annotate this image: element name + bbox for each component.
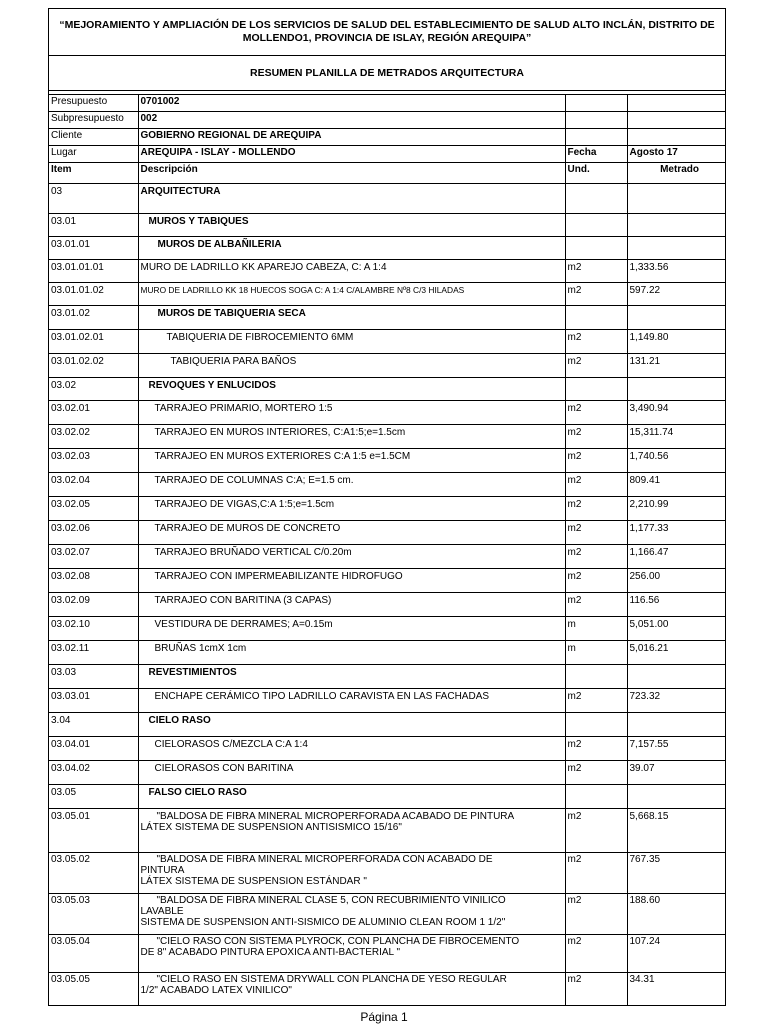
item-metrado: 767.35 [627, 853, 725, 894]
item-description: TARRAJEO EN MUROS EXTERIORES C:A 1:5 e=1.5CM [138, 449, 565, 473]
item-description [138, 894, 565, 935]
description-line: SISTEMA DE SUSPENSION ANTI-SISMICO DE ALUMINIO CLEAN ROOM 1 1/2" [140, 917, 506, 928]
table-row [49, 497, 725, 521]
item-unit: m2 [565, 545, 627, 569]
item-description: CIELO RASO [138, 713, 565, 737]
item-description: TARRAJEO PRIMARIO, MORTERO 1:5 [138, 401, 565, 425]
item-code: 03.02.04 [49, 473, 138, 497]
fecha-value: Agosto 17 [627, 146, 725, 163]
table-row [49, 401, 725, 425]
item-description: REVESTIMIENTOS [138, 665, 565, 689]
item-description: TABIQUERIA PARA BAÑOS [138, 354, 565, 378]
item-metrado: 1,177.33 [627, 521, 725, 545]
description-line: DE 8" ACABADO PINTURA EPOXICA ANTI-BACTERIAL " [140, 947, 401, 958]
item-description: TARRAJEO EN MUROS INTERIORES, C:A1:5;e=1.5cm [138, 425, 565, 449]
table-row [49, 894, 725, 935]
item-metrado [627, 237, 725, 260]
item-unit: m2 [565, 521, 627, 545]
item-metrado: 7,157.55 [627, 737, 725, 761]
item-code: 03.02.08 [49, 569, 138, 593]
item-code: 03.02.03 [49, 449, 138, 473]
item-code: 03.02.05 [49, 497, 138, 521]
table-row [49, 737, 725, 761]
table-row [49, 378, 725, 401]
empty-cell [627, 112, 725, 129]
item-unit [565, 237, 627, 260]
item-unit: m2 [565, 761, 627, 785]
item-description: CIELORASOS C/MEZCLA C:A 1:4 [138, 737, 565, 761]
item-metrado: 3,490.94 [627, 401, 725, 425]
item-metrado: 116.56 [627, 593, 725, 617]
item-unit: m2 [565, 449, 627, 473]
item-unit: m2 [565, 894, 627, 935]
item-unit: m2 [565, 283, 627, 306]
item-metrado: 188.60 [627, 894, 725, 935]
item-code: 03.01.01.01 [49, 260, 138, 283]
cliente-label: Cliente [49, 129, 138, 146]
info-row-lugar [49, 146, 725, 163]
item-code: 3.04 [49, 713, 138, 737]
item-description: FALSO CIELO RASO [138, 785, 565, 809]
item-unit [565, 378, 627, 401]
item-metrado: 131.21 [627, 354, 725, 378]
fecha-label: Fecha [565, 146, 627, 163]
item-unit: m2 [565, 401, 627, 425]
presupuesto-label: Presupuesto [49, 95, 138, 112]
item-unit: m [565, 641, 627, 665]
item-description: VESTIDURA DE DERRAMES; A=0.15m [138, 617, 565, 641]
info-row-presupuesto [49, 95, 725, 112]
item-metrado: 34.31 [629, 974, 655, 985]
item-unit: m2 [565, 809, 627, 853]
item-metrado [627, 184, 725, 214]
item-code: 03.05.03 [49, 894, 138, 935]
column-header-descripcion: Descripción [138, 163, 565, 184]
description-line: LÁTEX SISTEMA DE SUSPENSION ESTÁNDAR " [140, 876, 367, 887]
item-description: TARRAJEO DE MUROS DE CONCRETO [138, 521, 565, 545]
item-metrado: 2,210.99 [627, 497, 725, 521]
item-code: 03.02.07 [49, 545, 138, 569]
item-code: 03.01.01 [49, 237, 138, 260]
column-header-metrado: Metrado [627, 163, 725, 184]
item-code: 03 [49, 184, 138, 214]
description-line: "CIELO RASO EN SISTEMA DRYWALL CON PLANCHA DE YESO REGULAR [156, 974, 507, 985]
item-code: 03.03.01 [49, 689, 138, 713]
item-description [138, 853, 565, 894]
item-metrado: 1,166.47 [627, 545, 725, 569]
item-unit: m2 [565, 689, 627, 713]
item-metrado: 597.22 [627, 283, 725, 306]
item-code: 03.02.11 [49, 641, 138, 665]
item-metrado [627, 713, 725, 737]
table-row [49, 545, 725, 569]
item-metrado: 39.07 [627, 761, 725, 785]
table-row [49, 473, 725, 497]
table-row [49, 214, 725, 237]
item-unit [565, 785, 627, 809]
item-metrado: 5,016.21 [627, 641, 725, 665]
item-metrado: 1,149.80 [627, 330, 725, 354]
item-metrado: 107.24 [627, 935, 725, 973]
table-row [49, 935, 725, 973]
item-description: REVOQUES Y ENLUCIDOS [138, 378, 565, 401]
item-description: TARRAJEO BRUÑADO VERTICAL C/0.20m [138, 545, 565, 569]
item-code: 03.01.01.02 [49, 283, 138, 306]
description-line: "CIELO RASO CON SISTEMA PLYROCK, CON PLANCHA DE FIBROCEMENTO [156, 936, 520, 947]
cliente-value: GOBIERNO REGIONAL DE AREQUIPA [138, 129, 565, 146]
item-description: MUROS DE ALBAÑILERIA [138, 237, 565, 260]
table-row [49, 617, 725, 641]
item-description: ARQUITECTURA [138, 184, 565, 214]
item-code: 03.04.01 [49, 737, 138, 761]
item-metrado: 809.41 [627, 473, 725, 497]
item-metrado [627, 306, 725, 330]
item-description: MUROS Y TABIQUES [138, 214, 565, 237]
item-unit [565, 306, 627, 330]
table-row [49, 521, 725, 545]
item-metrado: 5,668.15 [627, 809, 725, 853]
item-description: TARRAJEO DE COLUMNAS C:A; E=1.5 cm. [138, 473, 565, 497]
item-unit: m2 [565, 853, 627, 894]
item-metrado: 5,051.00 [627, 617, 725, 641]
item-code: 03.01.02 [49, 306, 138, 330]
item-unit: m2 [565, 973, 627, 1006]
table-row [49, 809, 725, 853]
item-metrado: 15,311.74 [627, 425, 725, 449]
item-code: 03.02.10 [49, 617, 138, 641]
page-number: Página 1 [360, 1010, 408, 1024]
item-code: 03.05.05 [49, 973, 138, 1006]
item-description [138, 809, 565, 853]
table-row [49, 761, 725, 785]
item-metrado [627, 214, 725, 237]
item-metrado: 1,333.56 [627, 260, 725, 283]
item-description: TARRAJEO DE VIGAS,C:A 1:5;e=1.5cm [138, 497, 565, 521]
item-unit: m2 [565, 935, 627, 973]
table-row [49, 184, 725, 214]
item-unit: m2 [565, 473, 627, 497]
item-description: TARRAJEO CON BARITINA (3 CAPAS) [138, 593, 565, 617]
item-code: 03.02.02 [49, 425, 138, 449]
item-description: TARRAJEO CON IMPERMEABILIZANTE HIDROFUGO [138, 569, 565, 593]
item-code: 03.05.04 [49, 935, 138, 973]
item-unit: m2 [565, 260, 627, 283]
description-line: "BALDOSA DE FIBRA MINERAL MICROPERFORADA CON ACABADO DE [156, 854, 493, 865]
empty-cell [565, 95, 627, 112]
presupuesto-value: 0701002 [138, 95, 565, 112]
empty-cell [627, 95, 725, 112]
table-row [49, 449, 725, 473]
item-description: MURO DE LADRILLO KK APAREJO CABEZA, C: A 1:4 [138, 260, 565, 283]
lugar-value: AREQUIPA - ISLAY - MOLLENDO [138, 146, 565, 163]
empty-cell [565, 129, 627, 146]
table-row [49, 569, 725, 593]
budget-sheet [48, 8, 726, 1006]
description-line: "BALDOSA DE FIBRA MINERAL MICROPERFORADA ACABADO DE PINTURA [156, 811, 515, 822]
item-unit [565, 713, 627, 737]
item-unit [565, 184, 627, 214]
table-row [49, 785, 725, 809]
item-metrado [627, 785, 725, 809]
item-code: 03.03 [49, 665, 138, 689]
item-code: 03.05 [49, 785, 138, 809]
table-row [49, 665, 725, 689]
table-row [49, 425, 725, 449]
item-unit: m [565, 617, 627, 641]
metrados-table [49, 95, 725, 1005]
table-row [49, 853, 725, 894]
table-row [49, 354, 725, 378]
table-row [49, 593, 725, 617]
description-line: PINTURA [140, 865, 185, 876]
item-code: 03.01 [49, 214, 138, 237]
item-description [138, 973, 565, 1006]
lugar-label: Lugar [49, 146, 138, 163]
table-row [49, 283, 725, 306]
info-row-subpresupuesto [49, 112, 725, 129]
empty-cell [627, 129, 725, 146]
column-header-item: Item [49, 163, 138, 184]
item-code: 03.04.02 [49, 761, 138, 785]
item-metrado: 256.00 [627, 569, 725, 593]
item-unit: m2 [565, 569, 627, 593]
column-header-row [49, 163, 725, 184]
subpresupuesto-label: Subpresupuesto [49, 112, 138, 129]
item-unit: m2 [565, 330, 627, 354]
item-metrado: 1,740.56 [627, 449, 725, 473]
item-code: 03.05.02 [49, 853, 138, 894]
table-row [49, 237, 725, 260]
table-row [49, 973, 725, 1006]
item-description: ENCHAPE CERÁMICO TIPO LADRILLO CARAVISTA EN LAS FACHADAS [138, 689, 565, 713]
description-line: "BALDOSA DE FIBRA MINERAL CLASE 5, CON RECUBRIMIENTO VINILICO [156, 895, 506, 906]
item-description: MUROS DE TABIQUERIA SECA [138, 306, 565, 330]
item-code: 03.05.01 [49, 809, 138, 853]
item-unit: m2 [565, 737, 627, 761]
item-unit [565, 665, 627, 689]
table-row [49, 260, 725, 283]
item-code: 03.02.01 [49, 401, 138, 425]
item-metrado [627, 665, 725, 689]
table-row [49, 306, 725, 330]
table-row [49, 689, 725, 713]
item-metrado: 723.32 [627, 689, 725, 713]
item-code: 03.01.02.02 [49, 354, 138, 378]
info-row-cliente [49, 129, 725, 146]
item-code: 03.02.09 [49, 593, 138, 617]
item-unit: m2 [565, 425, 627, 449]
item-unit: m2 [565, 593, 627, 617]
item-description: MURO DE LADRILLO KK 18 HUECOS SOGA C: A 1:4 C/ALAMBRE Nº8 C/3 HILADAS [138, 283, 565, 306]
item-description [138, 935, 565, 973]
item-unit: m2 [565, 497, 627, 521]
sheet-subtitle: RESUMEN PLANILLA DE METRADOS ARQUITECTURA [49, 56, 725, 91]
project-title: “MEJORAMIENTO Y AMPLIACIÓN DE LOS SERVICIOS DE SALUD DEL ESTABLECIMIENTO DE SALUD ALTO INCLÁN, DISTRITO DE MOLLENDO1, PROVINCIA DE ISLAY, REGIÓN AREQUIPA” [49, 9, 725, 56]
item-code: 03.01.02.01 [49, 330, 138, 354]
item-description: TABIQUERIA DE FIBROCEMIENTO 6MM [138, 330, 565, 354]
table-row [49, 713, 725, 737]
item-unit: m2 [565, 354, 627, 378]
subpresupuesto-value: 002 [138, 112, 565, 129]
table-row [49, 330, 725, 354]
empty-cell [565, 112, 627, 129]
table-row [49, 641, 725, 665]
item-description: CIELORASOS CON BARITINA [138, 761, 565, 785]
description-line: LÁTEX SISTEMA DE SUSPENSION ANTISISMICO 15/16" [140, 822, 402, 833]
description-line: LAVABLE [140, 906, 184, 917]
item-metrado [627, 378, 725, 401]
column-header-und: Und. [565, 163, 627, 184]
item-description: BRUÑAS 1cmX 1cm [138, 641, 565, 665]
item-unit [565, 214, 627, 237]
item-code: 03.02.06 [49, 521, 138, 545]
description-line: 1/2" ACABADO LATEX VINILICO" [140, 985, 292, 996]
item-code: 03.02 [49, 378, 138, 401]
